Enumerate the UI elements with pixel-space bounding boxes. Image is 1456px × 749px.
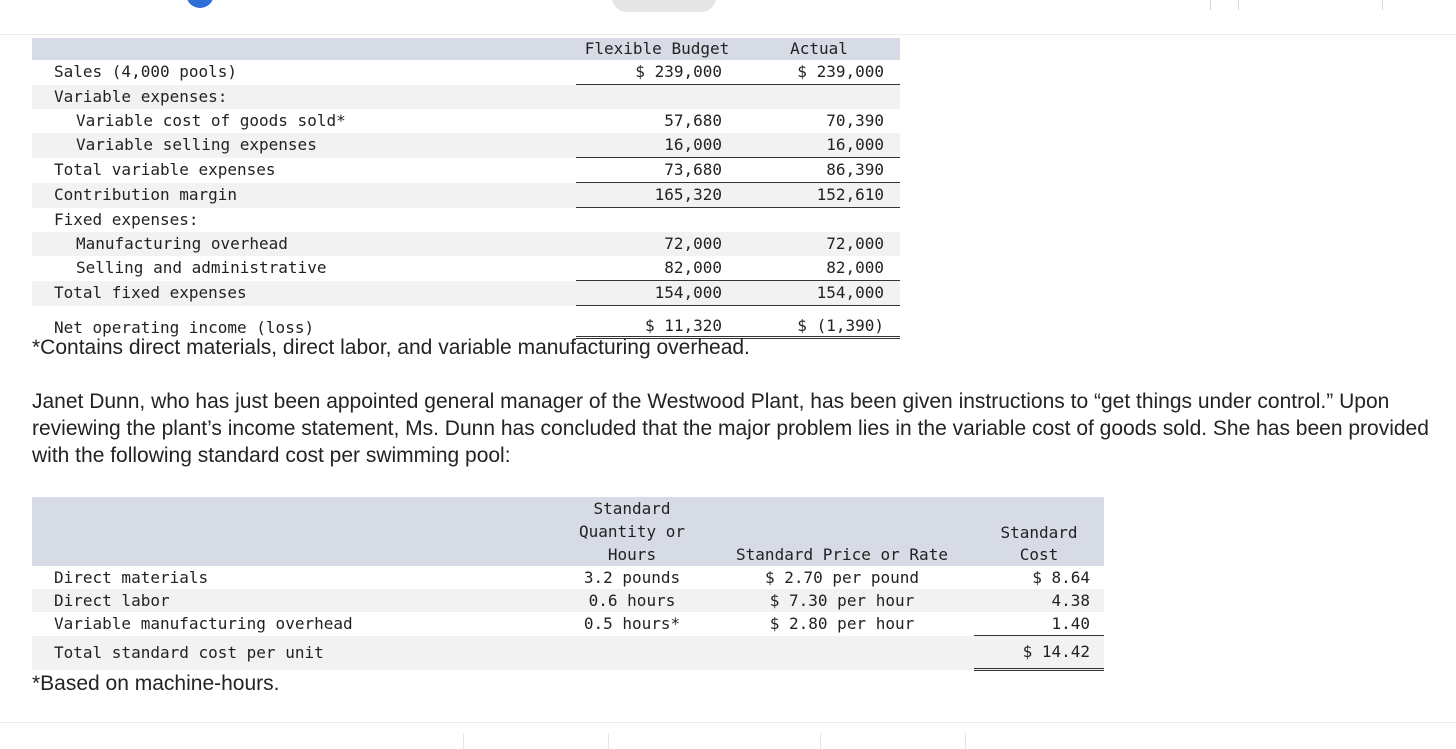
cost-header-line: Cost <box>1019 545 1059 564</box>
flexible-value: 82,000 <box>664 258 722 277</box>
total-label: Total standard cost per unit <box>32 636 554 670</box>
row-label: Total variable expenses <box>54 160 276 179</box>
actual-value: $ 239,000 <box>797 62 884 81</box>
row-label: Variable selling expenses <box>32 133 576 158</box>
actual-value: 70,390 <box>826 111 884 130</box>
table-row <box>32 158 900 183</box>
quantity-header-line: Quantity or <box>579 522 685 541</box>
table-row <box>32 256 900 281</box>
price-value: $ 7.30 per hour <box>769 590 915 610</box>
problem-paragraph: Janet Dunn, who has just been appointed general manager of the Westwood Plant, has been given instructions to “get things under control.” Upon reviewing the plant’s income statement, Ms. Dunn has concluded that the major problem lies in the variable cost of goods sold. She has been provided with the following standard cost per swimming pool: <box>32 390 1429 467</box>
actual-value: 16,000 <box>826 135 884 154</box>
flexible-value: $ 239,000 <box>635 62 722 81</box>
flexible-value: 72,000 <box>664 234 722 253</box>
income-statement-footnote: *Contains direct materials, direct labor, and variable manufacturing overhead. <box>32 336 750 359</box>
toolbar-pill-button[interactable] <box>612 0 716 12</box>
flexible-value: 73,680 <box>664 160 722 179</box>
quantity-header-line: Hours <box>607 545 657 564</box>
toolbar-divider <box>1210 0 1211 10</box>
row-label: Sales (4,000 pools) <box>54 62 238 82</box>
actual-value: 154,000 <box>816 283 884 302</box>
actual-value: 82,000 <box>826 258 884 277</box>
table-header-row <box>32 497 1104 566</box>
price-value: $ 2.70 per pound <box>764 567 920 587</box>
standard-cost-table <box>32 497 1104 671</box>
flexible-value: 16,000 <box>664 135 722 154</box>
row-label: Direct labor <box>32 589 554 612</box>
flexible-value: 154,000 <box>654 283 722 302</box>
row-label: Selling and administrative <box>76 258 327 278</box>
row-label: Variable cost of goods sold* <box>76 111 346 130</box>
actual-value: 72,000 <box>826 234 884 253</box>
flexible-budget-income-statement <box>32 38 900 339</box>
row-label: Manufacturing overhead <box>32 232 576 256</box>
table-row <box>32 109 900 133</box>
row-label: Contribution margin <box>32 183 576 208</box>
price-header: Standard Price or Rate <box>736 545 948 564</box>
quantity-header-line: Standard <box>593 499 671 518</box>
table-header-row <box>32 38 900 60</box>
cost-header-line: Standard <box>1000 523 1078 542</box>
toolbar-divider <box>1382 0 1383 10</box>
table-row <box>32 85 900 110</box>
total-cost-value: $ 14.42 <box>1022 642 1090 661</box>
table-row <box>32 232 900 256</box>
flexible-value: 165,320 <box>654 185 722 204</box>
toolbar-divider <box>463 733 464 749</box>
table-row <box>32 281 900 306</box>
cost-value: $ 8.64 <box>1032 567 1090 587</box>
standard-cost-footnote: *Based on machine-hours. <box>32 672 280 695</box>
toolbar-divider <box>1238 0 1239 10</box>
actual-header: Actual <box>790 39 848 58</box>
quantity-value: 0.6 hours <box>554 589 710 612</box>
table-row <box>32 612 1104 636</box>
toolbar-divider <box>608 733 609 749</box>
actual-value: $ (1,390) <box>797 316 884 335</box>
toolbar-divider <box>820 733 821 749</box>
row-label: Direct materials <box>54 567 209 587</box>
row-label: Variable expenses: <box>32 85 576 110</box>
quantity-value: 3.2 pounds <box>583 567 681 587</box>
info-icon[interactable] <box>186 0 214 8</box>
table-row <box>32 133 900 158</box>
table-row <box>32 60 900 85</box>
top-toolbar <box>0 0 1456 35</box>
row-label: Net operating income (loss) <box>54 317 315 337</box>
table-row <box>32 183 900 208</box>
actual-value: 86,390 <box>826 160 884 179</box>
bottom-toolbar <box>0 722 1456 749</box>
cost-value: 4.38 <box>1051 590 1090 610</box>
flexible-budget-header: Flexible Budget <box>584 39 730 58</box>
flexible-value: $ 11,320 <box>644 316 722 335</box>
row-label: Total fixed expenses <box>32 281 576 306</box>
table-row <box>32 566 1104 589</box>
toolbar-divider <box>965 733 966 749</box>
cost-value: 1.40 <box>1051 613 1090 633</box>
table-row <box>32 636 1104 670</box>
row-label: Fixed expenses: <box>54 209 199 229</box>
flexible-value: 57,680 <box>664 111 722 130</box>
table-row <box>32 589 1104 612</box>
table-row <box>32 306 900 338</box>
actual-value: 152,610 <box>816 185 884 204</box>
quantity-value: 0.5 hours* <box>583 613 681 633</box>
price-value: $ 2.80 per hour <box>769 613 915 633</box>
row-label: Variable manufacturing overhead <box>54 613 353 633</box>
table-row <box>32 208 900 233</box>
